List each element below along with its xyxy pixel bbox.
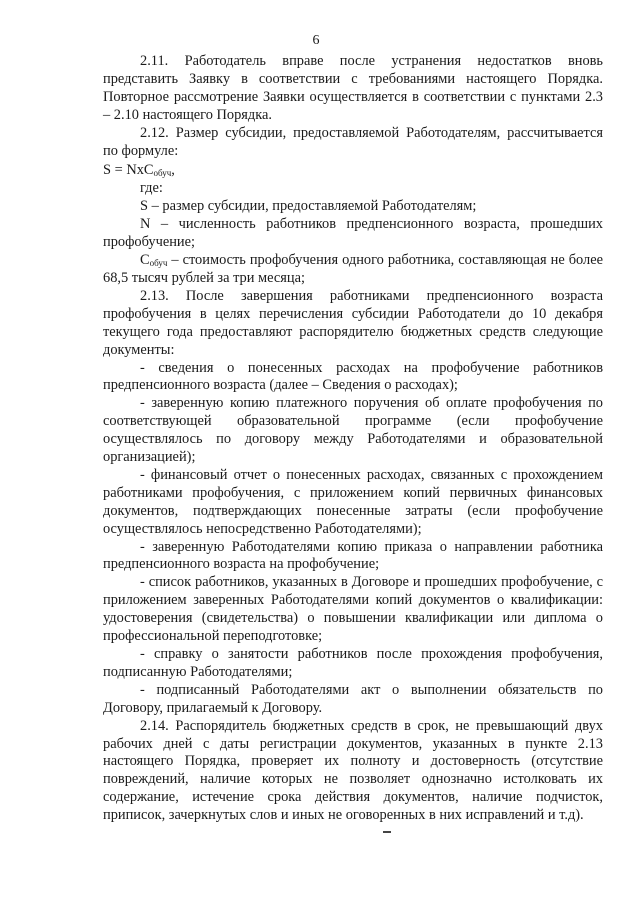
paragraph-2-14: 2.14. Распорядитель бюджетных средств в срок, не превышающий двух рабочих дней с даты регистрации документов, указанных в пункте 2.13 настоящего Порядка, проверяет их полноту и достоверность (отсутствие повреждений, наличие которых не позволяет однозначно истолковать их содержание, истечение срока действия документов, наличие подчисток, приписок, зачеркнутых слов и иных не оговоренных в них исправлений и т.д).	[103, 717, 603, 824]
list-item: - сведения о понесенных расходах на профобучение работников предпенсионного возраста (далее – Сведения о расходах);	[103, 359, 603, 394]
definition-c	[103, 252, 603, 288]
definition-s: S – размер субсидии, предоставляемой Работодателям;	[140, 198, 477, 215]
definition-c-text: – стоимость профобучения одного работника, составляющая не более 68,5 тысяч рублей за три месяца;	[103, 252, 603, 286]
list-item: - заверенную Работодателями копию приказа о направлении работника предпенсионного возраста на профобучение;	[103, 538, 603, 573]
page-number: 6	[312, 33, 320, 48]
formula-subscript: обуч	[153, 168, 172, 179]
list-item: - заверенную копию платежного поручения об оплате профобучения по соответствующей образовательной программе (если профобучение осуществлялось по договору между Работодателями и образовательной организацией);	[103, 395, 603, 466]
definition-c-letter: C	[140, 252, 150, 269]
scan-mark	[383, 831, 391, 833]
paragraph-2-11: 2.11. Работодатель вправе после устранения недостатков вновь представить Заявку в соответствии с требованиями настоящего Порядка. Повторное рассмотрение Заявки осуществляется в соответствии с пунктами 2.3 – 2.10 настоящего Порядка.	[103, 53, 603, 123]
where-label: где:	[140, 180, 163, 197]
subsidy-formula	[103, 160, 603, 180]
definition-n: N – численность работников предпенсионного возраста, прошедших профобучение;	[103, 216, 603, 251]
formula-tail: ,	[171, 162, 175, 179]
list-item: - финансовый отчет о понесенных расходах, связанных с прохождением работниками профобучения, с приложением копий первичных финансовых документов, подтверждающих понесенные затраты (если профобучение осуществлялось непосредственно Работодателями);	[103, 466, 603, 537]
definition-c-subscript: обуч	[149, 258, 168, 269]
list-item: - подписанный Работодателями акт о выполнении обязательств по Договору, прилагаемый к Договору.	[103, 681, 603, 716]
list-item: - справку о занятости работников после прохождения профобучения, подписанную Работодателями;	[103, 646, 603, 680]
paragraph-2-13: 2.13. После завершения работниками предпенсионного возраста профобучения в целях перечисления субсидии Работодатели до 10 декабря текущего года предоставляют распорядителю бюджетных средств следующие документы:	[103, 287, 603, 358]
list-item: - список работников, указанных в Договоре и прошедших профобучение, с приложением заверенных Работодателями копий документов о квалификации: удостоверения (свидетельства) о повышении квалификации или диплома о профессиональной переподготовке;	[103, 574, 603, 645]
document-body	[103, 53, 603, 825]
paragraph-2-12: 2.12. Размер субсидии, предоставляемой Работодателям, рассчитывается по формуле:	[103, 124, 603, 159]
formula-main: S = NxC	[103, 162, 154, 179]
